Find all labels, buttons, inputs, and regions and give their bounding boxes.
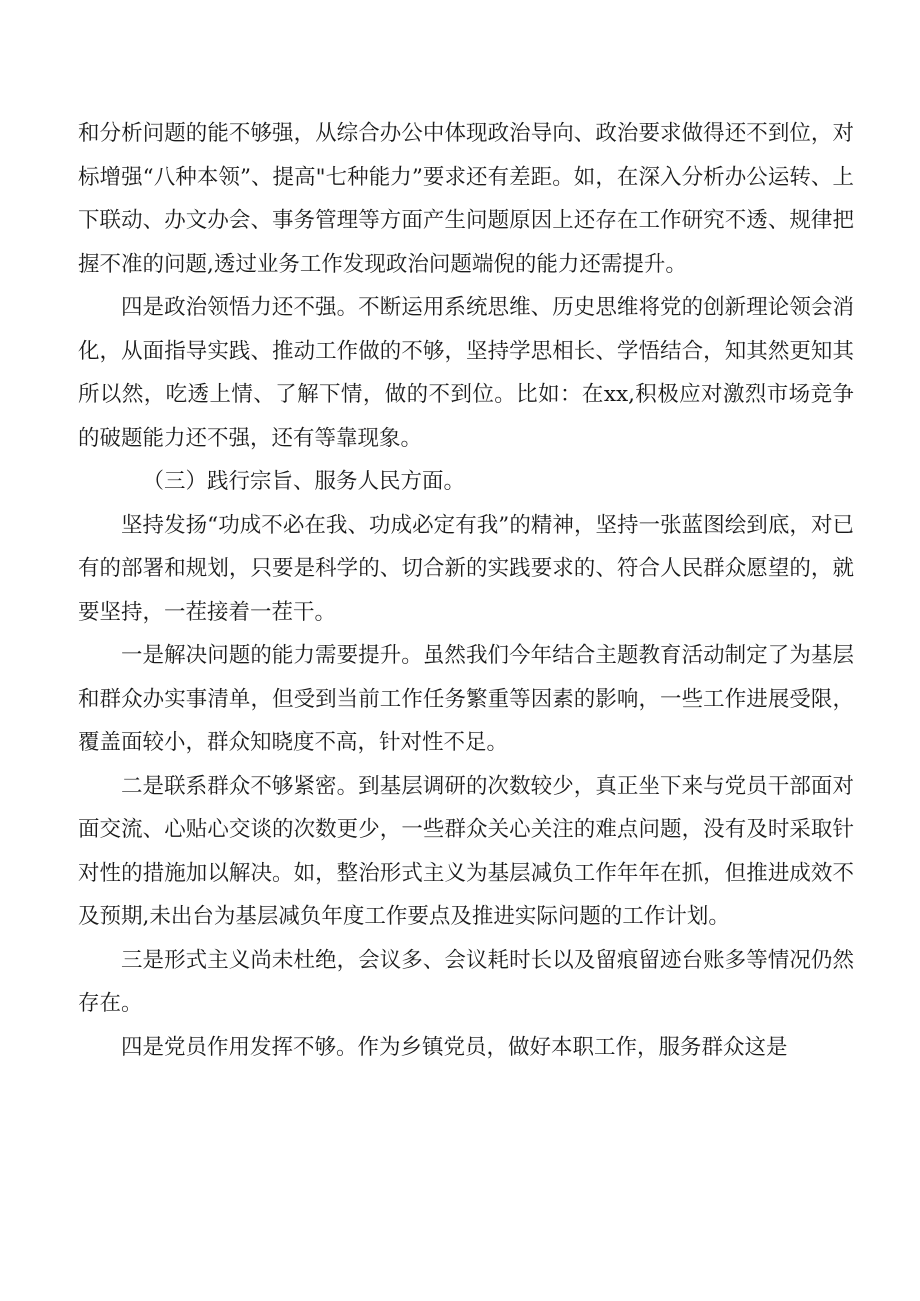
paragraph-party-member-role: 四是党员作用发挥不够。作为乡镇党员，做好本职工作，服务群众这是 bbox=[121, 1034, 788, 1060]
section-heading-serve-people: （三）践行宗旨、服务人民方面。 bbox=[142, 469, 466, 494]
paragraph-political-comprehension: 四是政治领悟力还不强。不断运用系统思维、历史思维将党的创新理论领会消化，从面指导实践、推动工作做的不够，坚持学思相长、学悟结合，知其然更知其所以然，吃透上情、了解下情，做的不到位。比如：在xx,积极应对激烈市场竞争的破题能力还不强，还有等靠现象。 bbox=[78, 295, 854, 451]
paragraph-continuation: 和分析问题的能不够强，从综合办公中体现政治导向、政治要求做得还不到位，对标增强“八种本领”、提高"七种能力”要求还有差距。如，在深入分析办公运转、上下联动、办文办会、事务管理等方面产生问题原因上还存在工作研究不透、规律把握不准的问题,透过业务工作发现政治问题端倪的能力还需提升。 bbox=[78, 121, 854, 277]
paragraph-blueprint: 坚持发扬“功成不必在我、功成必定有我”的精神，坚持一张蓝图绘到底，对已有的部署和规划，只要是科学的、切合新的实践要求的、符合人民群众愿望的，就要坚持，一茬接着一茬干。 bbox=[78, 512, 854, 625]
paragraph-formalism: 三是形式主义尚未杜绝，会议多、会议耗时长以及留痕留迹台账多等情况仍然存在。 bbox=[78, 947, 854, 1016]
paragraph-problem-solving: 一是解决问题的能力需要提升。虽然我们今年结合主题教育活动制定了为基层和群众办实事清单，但受到当前工作任务繁重等因素的影响，一些工作进展受限，覆盖面较小，群众知晓度不高，针对性不足。 bbox=[78, 643, 854, 755]
document-body bbox=[78, 112, 854, 1069]
paragraph-mass-contact: 二是联系群众不够紧密。到基层调研的次数较少，真正坐下来与党员干部面对面交流、心贴心交谈的次数更少，一些群众关心关注的难点问题，没有及时采取针对性的措施加以解决。如，整治形式主义为基层减负工作年年在抓，但推进成效不及预期,未出台为基层减负年度工作要点及推进实际问题的工作计划。 bbox=[78, 773, 854, 929]
